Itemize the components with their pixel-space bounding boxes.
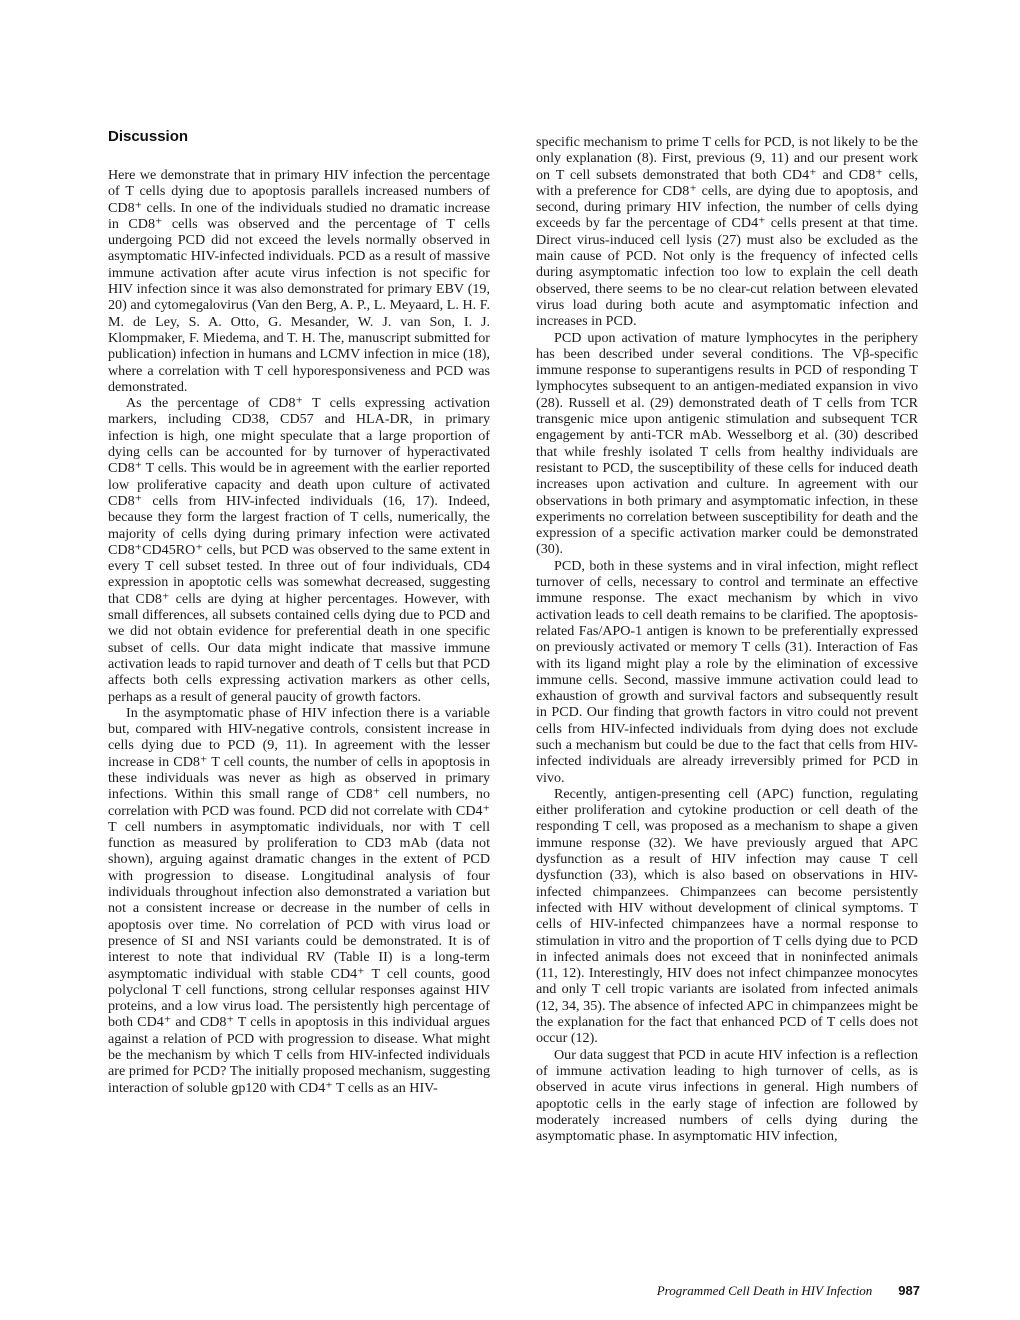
body-paragraph: specific mechanism to prime T cells for PCD, is not likely to be the only explanation (8). First, previous (9, 11) and our present work on T cell subsets demonstrated that both CD4⁺ and CD8⁺ cells, with a preference for CD8⁺ cells, are dying due to apoptosis, and second, during primary HIV infection, the number of cells dying exceeds by far the percentage of CD4⁺ cells present at that time. Direct virus-induced cell lysis (27) must also be excluded as the main cause of PCD. Not only is the frequency of infected cells during asymptomatic infection too low to explain the cell death observed, there seems to be no clear-cut relation between elevated virus load during both acute and asymptomatic infection and increases in PCD. [536, 134, 918, 330]
running-title: Programmed Cell Death in HIV Infection [656, 1283, 873, 1298]
body-paragraph: As the percentage of CD8⁺ T cells expressing activation markers, including CD38, CD57 and HLA-DR, in primary infection is high, one might speculate that a large proportion of dying cells can be accounted for by turnover of hyperactivated CD8⁺ T cells. This would be in agreement with the earlier reported low proliferative capacity and death upon culture of activated CD8⁺ cells from HIV-infected individuals (16, 17). Indeed, because they form the largest fraction of T cells, numerically, the majority of cells dying during primary infection were activated CD8⁺CD45RO⁺ cells, but PCD was observed to the same extent in every T cell subset tested. In three out of four individuals, CD4 expression in apoptotic cells was somewhat decreased, suggesting that CD8⁺ cells are dying at higher percentages. However, with small differences, all subsets contained cells dying due to PCD and we did not obtain evidence for preferential death in one specific subset of cells. Our data might indicate that massive immune activation leads to rapid turnover and death of T cells but that PCD affects both cells expressing activation markers as other cells, perhaps as a result of general paucity of growth factors. [108, 395, 490, 705]
page-footer [560, 1283, 920, 1299]
right-column [536, 134, 918, 1144]
body-paragraph: Our data suggest that PCD in acute HIV infection is a reflection of immune activation leading to high turnover of cells, as is observed in acute virus infections in general. High numbers of apoptotic cells in the early stage of infection are followed by moderately increased numbers of cells dying during the asymptomatic phase. In asymptomatic HIV infection, [536, 1046, 918, 1145]
body-paragraph: Recently, antigen-presenting cell (APC) function, regulating either proliferation and cytokine production or cell death of the responding T cell, was proposed as a mechanism to shape a given immune response (32). We have previously argued that APC dysfunction as a result of HIV infection may cause T cell dysfunction (33), which is also based on observations in HIV-infected chimpanzees. Chimpanzees can become persistently infected with HIV without development of clinical symptoms. T cells of HIV-infected chimpanzees have a normal response to stimulation in vitro and the proportion of T cells dying due to PCD in infected animals does not exceed that in noninfected animals (11, 12). Interestingly, HIV does not infect chimpanzee monocytes and only T cell tropic variants are isolated from infected animals (12, 34, 35). The absence of infected APC in chimpanzees might be the explanation for the fact that enhanced PCD of T cells does not occur (12). [536, 785, 918, 1047]
body-paragraph: Here we demonstrate that in primary HIV infection the percentage of T cells dying due to apoptosis parallels increased numbers of CD8⁺ cells. In one of the individuals studied no dramatic increase in CD8⁺ cells was observed and the percentage of T cells undergoing PCD did not exceed the levels normally observed in asymptomatic HIV-infected individuals. PCD as a result of massive immune activation after acute virus infection is not specific for HIV infection since it was also demonstrated for primary EBV (19, 20) and cytomegalovirus (Van den Berg, A. P., L. Meyaard, L. H. F. M. de Ley, S. A. Otto, G. Mesander, W. J. van Son, I. J. Klompmaker, F. Miedema, and T. H. The, manuscript submitted for publication) infection in humans and LCMV infection in mice (18), where a correlation with T cell hyporesponsiveness and PCD was demonstrated. [108, 167, 490, 395]
body-paragraph: In the asymptomatic phase of HIV infection there is a variable but, compared with HIV-negative controls, consistent increase in cells dying due to PCD (9, 11). In agreement with the lesser increase in CD8⁺ T cell counts, the number of cells in apoptosis in these individuals was never as high as observed in primary infections. Within this small range of CD8⁺ cell numbers, no correlation with PCD was found. PCD did not correlate with CD4⁺ T cell numbers in asymptomatic individuals, nor with T cell function as measured by proliferation to CD3 mAb (data not shown), arguing against dramatic changes in the extent of PCD with progression to disease. Longitudinal analysis of four individuals throughout infection also demonstrated a variation but not a consistent increase or decrease in the number of cells in apoptosis over time. No correlation of PCD with virus load or presence of SI and NSI variants could be demonstrated. It is of interest to note that individual RV (Table II) is a long-term asymptomatic individual with stable CD4⁺ T cell counts, good polyclonal T cell functions, strong cellular responses against HIV proteins, and a low virus load. The persistently high percentage of both CD4⁺ and CD8⁺ T cells in apoptosis in this individual argues against a relation of PCD with progression to disease. What might be the mechanism by which T cells from HIV-infected individuals are primed for PCD? The initially proposed mechanism, suggesting interaction of soluble gp120 with CD4⁺ T cells as an HIV- [108, 704, 490, 1096]
page-number: 987 [898, 1283, 920, 1298]
left-column [108, 128, 490, 1096]
section-heading: Discussion [108, 128, 189, 145]
body-paragraph: PCD upon activation of mature lymphocytes in the periphery has been described under several conditions. The Vβ-specific immune response to superantigens results in PCD of responding T lymphocytes subsequent to an antigen-mediated expansion in vivo (28). Russell et al. (29) demonstrated death of T cells from TCR transgenic mice upon antigenic stimulation and subsequent TCR engagement by anti-TCR mAb. Wesselborg et al. (30) described that while freshly isolated T cells from healthy individuals are resistant to PCD, the susceptibility of these cells for induced death increases upon activation and culture. In agreement with our observations in both primary and asymptomatic infection, in these experiments no correlation between susceptibility for death and the expression of a specific activation marker could be demonstrated (30). [536, 329, 918, 558]
body-paragraph: PCD, both in these systems and in viral infection, might reflect turnover of cells, necessary to control and terminate an effective immune response. The exact mechanism by which in vivo activation leads to cell death remains to be clarified. The apoptosis-related Fas/APO-1 antigen is known to be preferentially expressed on previously activated or memory T cells (31). Interaction of Fas with its ligand might play a role by the elimination of excessive immune cells. Second, massive immune activation could lead to exhaustion of growth and survival factors and subsequently result in PCD. Our finding that growth factors in vitro could not prevent cells from HIV-infected individuals from dying does not exclude such a mechanism but could be due to the fact that cells from HIV-infected individuals are already irreversibly primed for PCD in vivo. [536, 557, 918, 786]
